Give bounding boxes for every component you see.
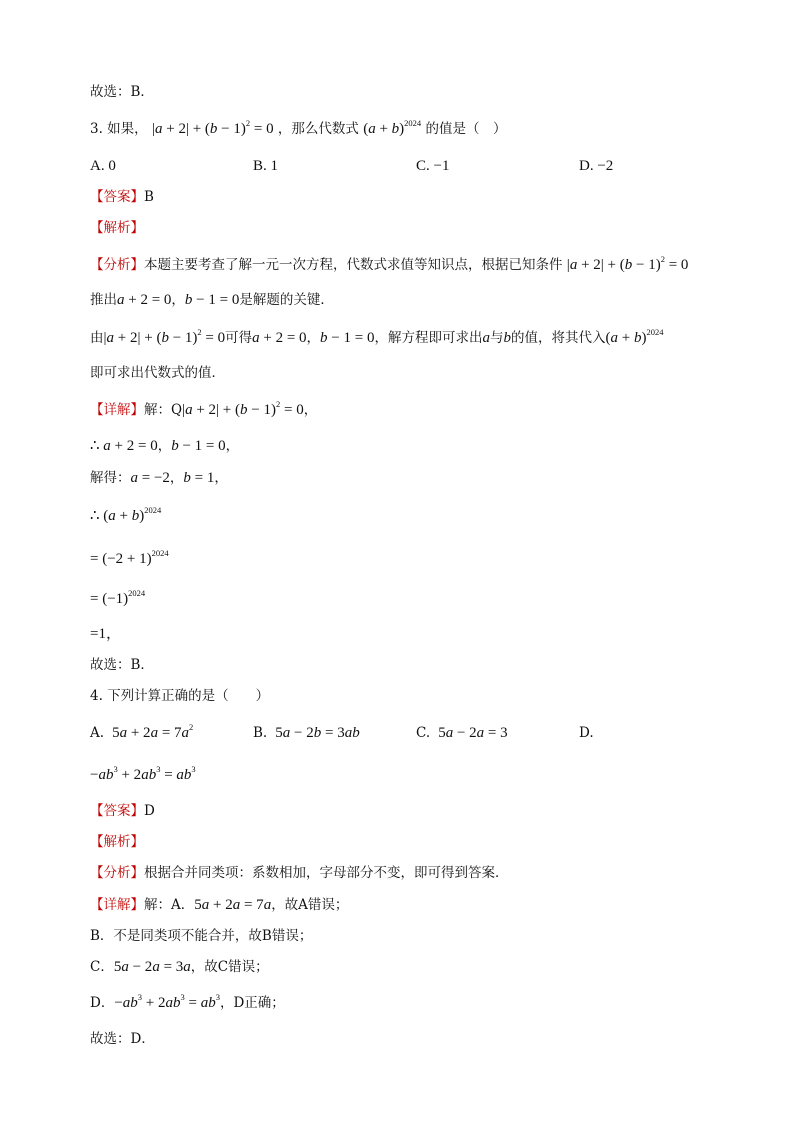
fenxi-text: 根据合并同类项：系数相加，字母部分不变，即可得到答案．	[144, 865, 509, 881]
detail-prefix: D．	[90, 995, 115, 1011]
exponent: 2024	[151, 548, 169, 558]
formula: 5a + 2a = 7a	[194, 897, 272, 913]
condition-formula: $|a + 2| + (b - 1)^2 = 0$	[566, 254, 689, 273]
option-formula: 5a − 2b = 3ab	[271, 725, 360, 741]
q3-stem-prefix: 3. 如果，	[90, 121, 148, 137]
fenxi-text: 本题主要考查了解一元一次方程，代数式求值等知识点，根据已知条件	[144, 257, 563, 273]
formula: 5a − 2a = 3a	[113, 959, 191, 975]
option-label: C.	[416, 725, 431, 741]
detail-tag: 【详解】	[90, 897, 144, 913]
formula-a-plus-2: a + 2 = 0	[103, 438, 158, 454]
answer-value: B	[144, 189, 154, 205]
formula-b-minus-1: b − 1 = 0	[320, 330, 375, 346]
q3-answer	[90, 188, 154, 206]
text-you: 由	[90, 330, 104, 346]
q3-fenxi-line1	[90, 256, 688, 274]
answer-tag: 【答案】	[90, 189, 144, 205]
q3-option-c: C. −1	[416, 158, 450, 174]
formula: $-ab^3 + 2ab^3 = ab^3$	[114, 992, 220, 1011]
option-label: B.	[253, 725, 268, 741]
text-solve: ，解方程即可求出	[374, 330, 483, 346]
q3-detail-line2	[90, 437, 239, 455]
answer-value: D	[144, 803, 155, 819]
q4-option-b	[253, 724, 360, 742]
detail-prefix: 解：Q	[144, 402, 183, 418]
q4-analysis-tag: 【解析】	[90, 834, 144, 850]
exponent: 2024	[128, 588, 146, 598]
q3-option-b: B. 1	[253, 158, 279, 174]
exponent: 2024	[144, 505, 162, 515]
fenxi-tag: 【分析】	[90, 257, 144, 273]
comma: ，	[157, 438, 172, 454]
detail-suffix: ，故A错误；	[271, 897, 349, 913]
comma: ，	[214, 470, 228, 486]
expression: $(a + b)^{2024}$	[605, 327, 664, 346]
q3-stem	[90, 120, 506, 138]
text-jiede: 解得：	[90, 470, 131, 486]
detail-suffix: ，D正确；	[219, 995, 285, 1011]
q4-fenxi	[90, 864, 509, 882]
q4-option-d-label: D.	[579, 725, 594, 741]
condition-formula: $|a + 2| + (b - 1)^2 = 0$	[182, 399, 304, 418]
q3-exponent: 2024	[404, 118, 422, 128]
var-b: b	[503, 330, 511, 346]
q4-detail-a	[90, 896, 348, 914]
option-label: A.	[90, 725, 105, 741]
formula-a-plus-2: a + 2 = 0	[252, 330, 307, 346]
comma: ，	[225, 438, 240, 454]
text-yu: 与	[489, 330, 504, 346]
q3-detail-line3	[90, 469, 228, 487]
q3-conclusion: 故选：B．	[90, 657, 154, 673]
therefore-symbol: ∴	[90, 508, 100, 524]
detail-prefix: C．	[90, 959, 114, 975]
q4-answer	[90, 802, 155, 820]
solution-a: a = −2	[130, 470, 170, 486]
q3-stem-suffix: 的值是（ ）	[425, 121, 507, 137]
q3-expression: $(a + b)^{2024}$	[363, 118, 422, 137]
text-substitute: 的值，将其代入	[510, 330, 606, 346]
formula-a-plus-2: a + 2 = 0	[117, 292, 172, 308]
q3-condition-formula: $|a + 2| + (b - 1)^2 = 0$	[151, 118, 274, 137]
condition-formula: $|a + 2| + (b - 1)^2 = 0$	[103, 327, 226, 346]
q4-detail-c	[90, 958, 269, 976]
formula-b-minus-1: b − 1 = 0	[171, 438, 226, 454]
q4-option-c	[416, 724, 508, 742]
solution-b: b = 1	[183, 470, 215, 486]
therefore-symbol: ∴	[90, 438, 100, 454]
q4-detail-d	[90, 994, 285, 1012]
comma: ，	[169, 470, 184, 486]
formula-b-minus-1: b − 1 = 0	[184, 292, 240, 308]
var-a: a	[482, 330, 490, 346]
comma: ，	[306, 330, 321, 346]
q3-option-a: A. 0	[90, 158, 116, 174]
text-key: 是解题的关键．	[239, 292, 334, 308]
answer-tag: 【答案】	[90, 803, 144, 819]
q4-conclusion: 故选：D．	[90, 1031, 155, 1047]
q3-fenxi-line3	[90, 329, 663, 347]
text-tuichu: 推出	[90, 292, 117, 308]
q2-conclusion: 故选：B．	[90, 84, 154, 100]
q3-fenxi-line2	[90, 291, 334, 309]
q4-stem: 4. 下列计算正确的是（ ）	[90, 688, 270, 704]
text-kede: 可得	[225, 330, 253, 346]
q3-detail-line1	[90, 401, 317, 419]
exponent: 2024	[646, 327, 664, 337]
comma: ，	[303, 402, 318, 418]
detail-tag: 【详解】	[90, 402, 144, 418]
q3-fenxi-line4: 即可求出代数式的值．	[90, 365, 225, 381]
q3-detail-line4: ∴ $(a + b)^{2024}$	[90, 505, 162, 524]
q3-detail-line6: = $(-1)^{2024}$	[90, 588, 146, 607]
q4-option-a	[90, 724, 193, 742]
q3-detail-line5: = $(-2 + 1)^{2024}$	[90, 548, 169, 567]
q4-option-d-formula: $-ab^3 + 2ab^3 = ab^3$	[90, 764, 196, 783]
detail-suffix: ，故C错误；	[190, 959, 269, 975]
q3-stem-mid: ，那么代数式	[277, 121, 359, 137]
option-formula: 5a − 2a = 3	[434, 725, 508, 741]
q3-analysis-tag: 【解析】	[90, 220, 144, 236]
detail-prefix: 解：A．	[144, 897, 195, 913]
comma: ，	[171, 292, 185, 308]
fenxi-tag: 【分析】	[90, 865, 144, 881]
q3-detail-result: =1，	[90, 626, 121, 642]
q3-option-d: D. −2	[579, 158, 614, 174]
option-formula: $5a + 2a = 7a^2$	[108, 722, 194, 741]
q4-detail-b: B．不是同类项不能合并，故B错误；	[90, 928, 313, 944]
